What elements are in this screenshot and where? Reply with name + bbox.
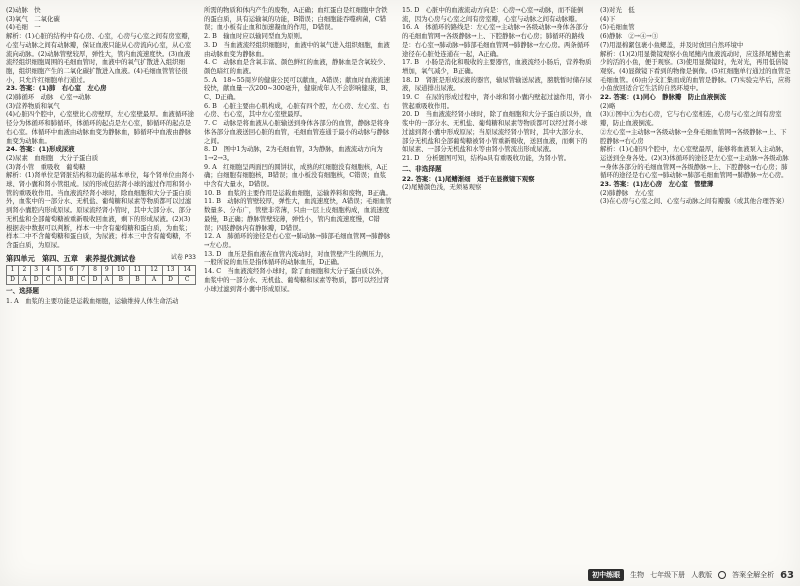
text-line: (2)尾鳍颜色浅，无须易观察 bbox=[402, 183, 482, 192]
footer-subject: 生物 bbox=[630, 571, 645, 579]
footer-edition: 人教版 bbox=[691, 571, 713, 579]
text-paragraph: 8. D 图中1为动脉，2为毛细血管，3为静脉，血液流动方向为1→2→3。 bbox=[204, 145, 383, 162]
circle-icon bbox=[718, 571, 726, 579]
text-paragraph: 20. D 当血液流经肾小球时，除了血细胞和大分子蛋白质以外，血浆中的一部分水、无机盐、葡萄糖和尿素等物质都可以经过肾小球过滤到肾小囊中形成原尿；当原尿流经肾小管时，其中大部分水、部分无机盐和全部葡萄糖被肾小管重新吸收，送回血液，而剩下的如尿素、一部分无机盐和水等由肾小管流出形成尿液。 bbox=[402, 110, 592, 154]
table-cell: 11 bbox=[129, 266, 146, 275]
text-paragraph: 17. B 小肠是消化和吸收的主要器官，血液流经小肠后，营养物质增加，氧气减少，B正确。 bbox=[402, 58, 592, 75]
answer-heading: 22. 答案：(1)同心 静脉瓣 防止血液倒流 bbox=[600, 93, 727, 102]
footer-grade: 七年级下册 bbox=[650, 571, 686, 579]
column-1 bbox=[6, 6, 196, 305]
text-paragraph: (4)心脏四个腔中，心室壁比心房壁厚，左心室壁最厚。血液循环途径分为体循环和肺循环，体循环的起点是左心室，肺循环的起点是右心室。体循环中血液由动脉血变为静脉血，肺循环中血液由静脉血变为动脉血。 bbox=[6, 110, 194, 145]
answer-table bbox=[6, 265, 196, 284]
text-paragraph: 16. A 体循环的路线是：左心室→主动脉→各级动脉→身体各部分的毛细血管网→各级静脉→上、下腔静脉→右心房；肺循环的路线是：右心室→肺动脉→肺部毛细血管网→肺静脉→左心房。两条循环途径在心脏处连通在一起，A正确。 bbox=[402, 23, 590, 58]
text-paragraph: 9. A 红细胞呈两面凹的圆饼状，成熟的红细胞没有细胞核，A正确；白细胞有细胞核，B错误；血小板没有细胞核，C错误；血浆中含有大量水，D错误。 bbox=[204, 162, 388, 189]
text-line: (3)氧气 二氧化碳 bbox=[6, 14, 60, 23]
section-heading: 二、非选择题 bbox=[402, 164, 442, 173]
answer-table-answers bbox=[7, 275, 196, 284]
table-cell: 14 bbox=[179, 266, 196, 275]
text-line: (2)动脉 快 bbox=[6, 6, 41, 14]
footer-label: 答案全解全析 bbox=[732, 571, 775, 579]
answer-heading: 22. 答案：(1)尾鳍渐细 适于在显微镜下观察 bbox=[402, 174, 535, 183]
text-paragraph: 12. A 肺循环的途径是右心室→肺动脉→肺部毛细血管网→肺静脉→左心房。 bbox=[204, 232, 391, 249]
table-cell: C bbox=[42, 275, 54, 284]
text-line: (4)下 bbox=[600, 14, 616, 23]
table-cell: 13 bbox=[162, 266, 179, 275]
column-4 bbox=[600, 6, 792, 206]
text-paragraph: 7. C 动脉是将血液从心脏输送到身体各部分的血管，静脉是将身体各部分血液送回心脏的血管，毛细血管连通于最小的动脉与静脉之间。 bbox=[204, 119, 390, 145]
table-cell: 5 bbox=[54, 266, 65, 275]
text-paragraph: 6. B 心脏主要由心肌构成，心脏有四个腔，左心房、左心室、右心房、右心室，其中左心室壁最厚。 bbox=[204, 101, 390, 119]
text-paragraph: 19. C 在尿的形成过程中，肾小球和肾小囊内壁起过滤作用，肾小管起重吸收作用。 bbox=[402, 93, 592, 110]
page-footer bbox=[588, 568, 794, 582]
table-cell: B bbox=[129, 275, 146, 284]
text-paragraph: 所需的物质和体内产生的废物，A正确；血红蛋白是红细胞中含铁的蛋白质，具有运输氧的功能，B错误；白细胞能吞噬病菌，C错误；血小板有止血和加速凝血的作用，D错误。 bbox=[204, 6, 388, 32]
table-cell: D bbox=[30, 275, 42, 284]
text-line: (2)肺静脉 左心室 bbox=[600, 188, 654, 197]
table-cell: C bbox=[77, 275, 89, 284]
text-paragraph: ②左心室→主动脉→各级动脉→全身毛细血管网→各级静脉→上、下腔静脉→右心房 bbox=[600, 127, 787, 145]
text-line: (5)毛细血管 bbox=[600, 23, 635, 32]
text-paragraph: 21. D 分析题图可知，结构a具有重吸收功能，为肾小管。 bbox=[402, 153, 571, 162]
text-line: (2)尿素 血细胞 大分子蛋白质 bbox=[6, 153, 99, 162]
text-paragraph: 4. C 动脉血是含氧丰富、颜色鲜红的血液，静脉血是含氧较少、颜色暗红的血液。 bbox=[204, 58, 390, 75]
table-cell: 3 bbox=[30, 266, 42, 275]
text-paragraph: 14. C 当血液流经肾小球时，除了血细胞和大分子蛋白质以外，血浆中的一部分水、无机盐、葡萄糖和尿素等物质，都可以经过肾小球过滤到肾小囊中形成原尿。 bbox=[204, 267, 390, 293]
text-paragraph: 1. A 血浆的主要功能是运载血细胞，运输维持人体生命活动 bbox=[6, 296, 179, 305]
table-cell: D bbox=[162, 275, 179, 284]
section-heading: 一、选择题 bbox=[6, 286, 39, 295]
text-paragraph: 10. B 血浆的主要作用是运载血细胞，运输养料和废物，B正确。 bbox=[204, 188, 392, 197]
table-cell: 8 bbox=[89, 266, 101, 275]
table-cell: D bbox=[89, 275, 101, 284]
text-paragraph: (7)用湿棉絮包裹小鱼鳃盖，并及时放回自然环境中 bbox=[600, 40, 744, 49]
text-line: (3)肾小管 重吸收 葡萄糖 bbox=[6, 162, 86, 171]
text-paragraph: 3. D 当血液流经组织细胞时，血液中的氧气进入组织细胞，血液由动脉血变为静脉血。 bbox=[204, 40, 390, 58]
text-line: (3)营养物质和氧气 bbox=[6, 101, 60, 110]
text-paragraph: 13. D 血压是指血液在血管内流动时，对血管壁产生的侧压力，一般所说的血压是指体循环的动脉血压，D正确。 bbox=[204, 249, 388, 267]
text-paragraph: 解析：(1)心脏的结构中有心房、心室，心房与心室之间有房室瓣，心室与动脉之间有动脉瓣，保证血液只能从心房流向心室，从心室流向动脉。(2)动脉管壁较厚，弹性大，管内血流速度快。(3)血液流经组织细胞周围的毛细血管时，血液中的氧气扩散进入组织细胞，组织细胞产生的二氧化碳扩散进入血液。(4)毛细血管管径很小，只允许红细胞单行通过。 bbox=[6, 32, 194, 84]
table-cell: B bbox=[113, 275, 130, 284]
text-paragraph: 18. D 肾脏是形成尿液的器官，输尿管输送尿液，膀胱暂时储存尿液，尿道排出尿液。 bbox=[402, 75, 592, 93]
text-line: (3)对光 低 bbox=[600, 6, 635, 14]
table-cell: A bbox=[19, 275, 30, 284]
table-cell: D bbox=[7, 275, 19, 284]
table-cell: 4 bbox=[42, 266, 54, 275]
table-cell: 6 bbox=[66, 266, 78, 275]
unit-title bbox=[6, 254, 196, 264]
table-cell: 10 bbox=[113, 266, 130, 275]
text-line: (6)静脉 ②→④→③ bbox=[600, 32, 659, 41]
text-paragraph: (3)①图中①为右心房，它与右心室相连，心房与心室之间有房室瓣，防止血液倒流。 bbox=[600, 110, 782, 128]
unit-page-ref: 试卷 P33 bbox=[170, 253, 196, 261]
text-paragraph: 15. D 心脏中的血液流动方向是：心房→心室→动脉，而不能倒流，因为心房与心室之间有房室瓣，心室与动脉之间有动脉瓣。 bbox=[402, 6, 584, 23]
table-cell: 1 bbox=[7, 266, 19, 275]
answer-table-numbers bbox=[7, 266, 196, 275]
unit-title-text: 第四单元 第四、五章 素养提优测试卷 bbox=[6, 253, 136, 263]
text-paragraph: 5. A 18~55周岁的健康公民可以献血，A错误；献血时血液流速较快，献血量一次200~300毫升，健康成年人不会影响健康，B、C、D正确。 bbox=[204, 75, 392, 102]
table-cell: 7 bbox=[77, 266, 89, 275]
page-number: 63 bbox=[780, 569, 794, 581]
table-cell: 12 bbox=[146, 266, 163, 275]
answer-heading: 24. 答案：(1)形成尿液 bbox=[6, 145, 75, 154]
answer-heading: 23. 答案：(1)左心房 左心室 管壁薄 bbox=[600, 180, 714, 189]
text-paragraph: 解析：(1)(2)用显微镜观察小鱼尾鳍内血液流动时，应选择尾鳍色素少的活的小鱼，便于观察。(3)使用显微镜时，先对光，再用低倍镜观察。(4)显微镜下看到的物像是倒像。(5)红细胞单行通过的血管是毛细血管。(6)由分支汇集而成的血管是静脉。(7)实验完毕后，应将小鱼放回适合它生活的自然环境中。 bbox=[600, 49, 791, 93]
table-cell: A bbox=[101, 275, 112, 284]
table-cell: A bbox=[146, 275, 163, 284]
table-cell: 2 bbox=[19, 266, 30, 275]
brand-label: 初中练眼 bbox=[588, 569, 624, 581]
text-paragraph: (3)在心房与心室之间、心室与动脉之间有瓣膜（或其他合理答案） bbox=[600, 197, 788, 206]
text-line: (2)肺循环 动脉 心室→动脉 bbox=[6, 93, 91, 102]
table-cell: C bbox=[179, 275, 196, 284]
text-paragraph: 解析：(1)肾单位是肾脏结构和功能的基本单位，每个肾单位由肾小球、肾小囊和肾小管组成。尿的形成包括肾小球的滤过作用和肾小管的重吸收作用。当血液流经肾小球时，除血细胞和大分子蛋白质外，血浆中的一部分水、无机盐、葡萄糖和尿素等物质都可以过滤到肾小囊腔内形成原尿。原尿流经肾小管时，其中大部分水、部分无机盐和全部葡萄糖被重新吸收回血液，剩下的形成尿液。(2)(3)根据表中数据可以判断，样本一中含有葡萄糖和蛋白质，为血浆；样本二中不含葡萄糖和蛋白质，为尿液；样本三中含有葡萄糖，不含蛋白质，为原尿。 bbox=[6, 171, 194, 249]
answer-heading: 23. 答案：(1)肺 右心室 左心房 bbox=[6, 84, 107, 93]
column-2 bbox=[204, 6, 392, 293]
column-3 bbox=[402, 6, 592, 192]
text-paragraph: 2. B 输血时应以输同型血为原则。 bbox=[204, 32, 307, 41]
text-line: (2)略 bbox=[600, 101, 616, 110]
text-paragraph: 解析：(1)心脏四个腔中，左心室壁最厚，能够将血液泵入主动脉，运送到全身各处。(2)(3)体循环的途径是左心室→主动脉→各级动脉→身体各部分的毛细血管网→各级静脉→上、下腔静脉→右心房；肺循环的途径是右心室→肺动脉→肺部毛细血管网→肺静脉→左心房。 bbox=[600, 145, 789, 180]
text-paragraph: 11. B 动脉的管壁较厚，弹性大，血流速度快，A错误；毛细血管数量多、分布广，管壁非常薄，只由一层上皮细胞构成，血流速度最慢，B正确；静脉管壁较薄，弹性小，管内血流速度慢，C错误；四肢静脉内有静脉瓣，D错误。 bbox=[204, 197, 392, 232]
table-cell: B bbox=[66, 275, 78, 284]
text-line: (4)毛细 一 bbox=[6, 23, 41, 32]
table-cell: 9 bbox=[101, 266, 112, 275]
table-cell: A bbox=[54, 275, 65, 284]
